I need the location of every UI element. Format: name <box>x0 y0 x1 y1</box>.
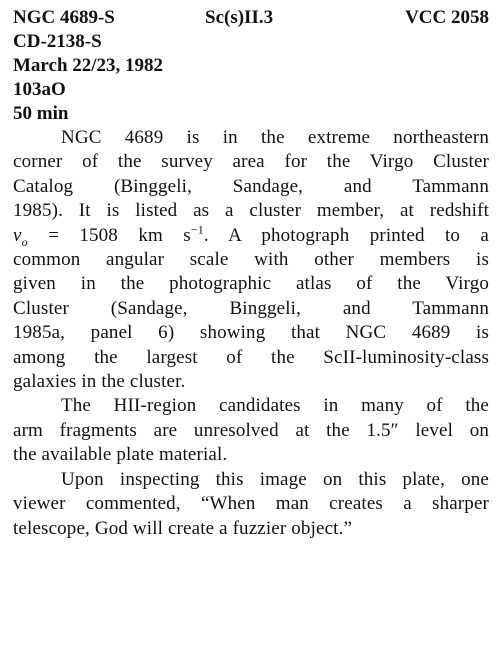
text-line: galaxies in the cluster. <box>13 371 186 393</box>
redshift-value: = 1508 km s <box>27 224 191 246</box>
header-row <box>13 6 489 30</box>
redshift-line <box>13 224 489 248</box>
text-line: The HII-region candidates in many of the <box>61 395 489 417</box>
paragraph-2 <box>13 394 489 467</box>
text-line: the available plate material. <box>13 444 228 466</box>
body-text <box>13 126 489 541</box>
morphological-type: Sc(s)II.3 <box>205 7 274 28</box>
velocity-symbol: v <box>13 224 22 246</box>
text-line: among the largest of the ScII-luminosity-class <box>13 346 489 368</box>
text-line: Cluster (Sandage, Binggeli, and Tammann <box>13 297 489 319</box>
text-line: telescope, God will create a fuzzier object.” <box>13 517 353 539</box>
paragraph-3 <box>13 468 489 541</box>
exposure-time: 50 min <box>13 103 69 124</box>
unit-exponent: −1 <box>190 222 204 237</box>
text-line: corner of the survey area for the Virgo Cluster <box>13 151 489 173</box>
text-line: 1985a, panel 6) showing that NGC 4689 is <box>13 322 489 344</box>
text-line: Upon inspecting this image on this plate, one <box>61 468 489 490</box>
text-line: arm fragments are unresolved at the 1.5″ level on <box>13 419 489 441</box>
paragraph-1 <box>13 126 489 394</box>
catalog-id: VCC 2058 <box>405 7 489 28</box>
velocity-subscript: o <box>21 234 28 249</box>
text-line: Catalog (Binggeli, Sandage, and Tammann <box>13 175 489 197</box>
observation-date: March 22/23, 1982 <box>13 55 164 76</box>
text-line: viewer commented, “When man creates a sharper <box>13 493 489 515</box>
redshift-rest: . A photograph printed to a <box>203 224 489 246</box>
emulsion-type: 103aO <box>13 79 66 100</box>
galaxy-id: NGC 4689-S <box>13 7 115 28</box>
document-page <box>13 6 489 541</box>
plate-id: CD-2138-S <box>13 31 102 52</box>
text-line: NGC 4689 is in the extreme northeastern <box>61 127 489 148</box>
text-line: 1985). It is listed as a cluster member, at redshift <box>13 200 489 222</box>
text-line: given in the photographic atlas of the Virgo <box>13 273 489 295</box>
text-line: common angular scale with other members is <box>13 249 489 271</box>
